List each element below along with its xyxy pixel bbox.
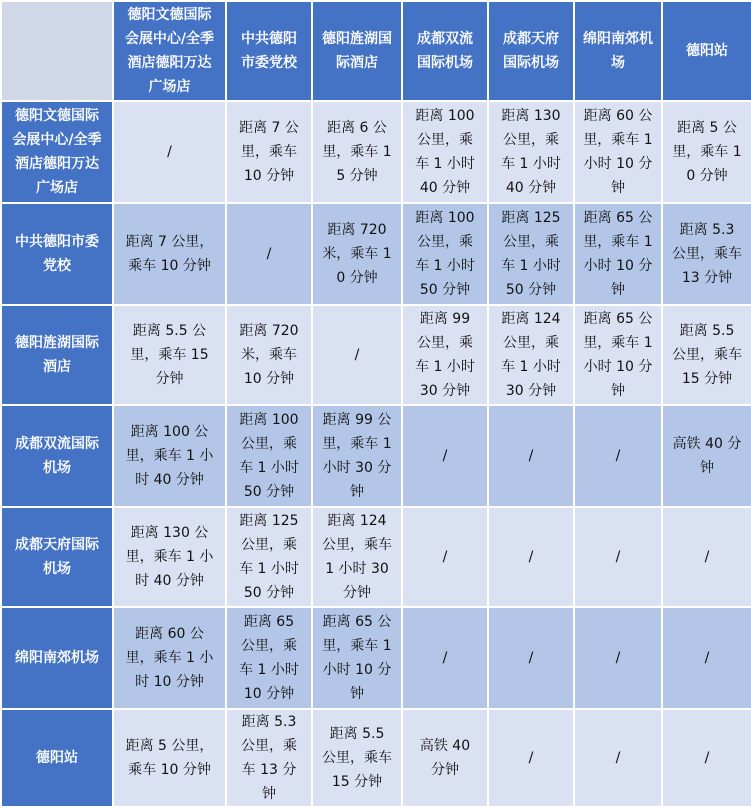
row-header: 成都天府国际机场 <box>1 507 113 607</box>
row-header: 德阳旌湖国际酒店 <box>1 305 113 405</box>
table-cell: 距离 125 公里，乘车 1 小时 50 分钟 <box>226 507 312 607</box>
header-row <box>1 1 751 101</box>
table-cell: 高铁 40 分钟 <box>402 709 488 807</box>
row-header: 成都双流国际机场 <box>1 405 113 507</box>
table-cell: 距离 124 公里，乘车 1 小时 30 分钟 <box>488 305 574 405</box>
table-cell: 距离 5.5 公里，乘车 15 分钟 <box>312 709 402 807</box>
table-cell: 距离 5.3 公里，乘车 13 分钟 <box>226 709 312 807</box>
table-row <box>1 607 751 709</box>
column-header: 中共德阳市委党校 <box>226 1 312 101</box>
row-header: 绵阳南郊机场 <box>1 607 113 709</box>
table-cell: 距离 65 公里，乘车 1 小时 10 分钟 <box>226 607 312 709</box>
table-cell: 距离 60 公里，乘车 1 小时 10 分钟 <box>574 101 662 203</box>
table-cell: 距离 99 公里，乘车 1 小时 30 分钟 <box>402 305 488 405</box>
table-cell: / <box>662 507 751 607</box>
table-row <box>1 507 751 607</box>
table-cell: 距离 7 公里，乘车 10 分钟 <box>113 203 226 305</box>
row-header: 德阳站 <box>1 709 113 807</box>
table-cell: 距离 5.3 公里，乘车 13 分钟 <box>662 203 751 305</box>
table-row <box>1 101 751 203</box>
table-cell: 距离 100 公里，乘车 1 小时 40 分钟 <box>402 101 488 203</box>
table-cell: / <box>402 607 488 709</box>
column-header: 成都天府国际机场 <box>488 1 574 101</box>
table-cell: / <box>662 607 751 709</box>
table-cell: / <box>574 507 662 607</box>
table-cell: 距离 65 公里，乘车 1 小时 10 分钟 <box>574 305 662 405</box>
table-cell: 距离 100 公里，乘车 1 小时 50 分钟 <box>402 203 488 305</box>
table-row <box>1 405 751 507</box>
row-header: 中共德阳市委党校 <box>1 203 113 305</box>
table-cell: / <box>574 709 662 807</box>
column-header: 德阳文德国际会展中心/全季酒店德阳万达广场店 <box>113 1 226 101</box>
corner-cell <box>1 1 113 101</box>
column-header: 德阳旌湖国际酒店 <box>312 1 402 101</box>
table-cell: 距离 60 公里，乘车 1 小时 10 分钟 <box>113 607 226 709</box>
table-cell: 距离 124 公里，乘车 1 小时 30 分钟 <box>312 507 402 607</box>
table-cell: / <box>488 405 574 507</box>
table-cell: 距离 100 公里，乘车 1 小时 50 分钟 <box>226 405 312 507</box>
row-header: 德阳文德国际会展中心/全季酒店德阳万达广场店 <box>1 101 113 203</box>
table-cell: 距离 5.5 公里，乘车 15 分钟 <box>662 305 751 405</box>
table-cell: / <box>488 507 574 607</box>
table-cell: 距离 65 公里，乘车 1 小时 10 分钟 <box>574 203 662 305</box>
table-row <box>1 203 751 305</box>
table-cell: 距离 5 公里，乘车 10 分钟 <box>113 709 226 807</box>
table-cell: / <box>402 507 488 607</box>
table-cell: 距离 130 公里，乘车 1 小时 40 分钟 <box>113 507 226 607</box>
table-row <box>1 305 751 405</box>
table-cell: 距离 125 公里，乘车 1 小时 50 分钟 <box>488 203 574 305</box>
table-cell: / <box>662 709 751 807</box>
table-cell: 距离 100 公里，乘车 1 小时 40 分钟 <box>113 405 226 507</box>
table-cell: / <box>488 709 574 807</box>
table-cell: / <box>113 101 226 203</box>
table-cell: / <box>574 405 662 507</box>
table-row <box>1 709 751 807</box>
table-cell: 距离 130 公里，乘车 1 小时 40 分钟 <box>488 101 574 203</box>
column-header: 成都双流国际机场 <box>402 1 488 101</box>
column-header: 德阳站 <box>662 1 751 101</box>
table-cell: / <box>402 405 488 507</box>
table-cell: 距离 720 米，乘车 10 分钟 <box>312 203 402 305</box>
table-cell: 距离 5 公里，乘车 10 分钟 <box>662 101 751 203</box>
table-cell: / <box>312 305 402 405</box>
table-cell: 距离 99 公里，乘车 1 小时 30 分钟 <box>312 405 402 507</box>
table-cell: 距离 65 公里，乘车 1 小时 10 分钟 <box>312 607 402 709</box>
table-cell: 距离 7 公里，乘车 10 分钟 <box>226 101 312 203</box>
table-cell: / <box>488 607 574 709</box>
table-cell: / <box>226 203 312 305</box>
table-cell: 距离 6 公里，乘车 15 分钟 <box>312 101 402 203</box>
table-cell: / <box>574 607 662 709</box>
table-cell: 高铁 40 分钟 <box>662 405 751 507</box>
column-header: 绵阳南郊机场 <box>574 1 662 101</box>
table-cell: 距离 5.5 公里，乘车 15 分钟 <box>113 305 226 405</box>
table-cell: 距离 720 米，乘车 10 分钟 <box>226 305 312 405</box>
